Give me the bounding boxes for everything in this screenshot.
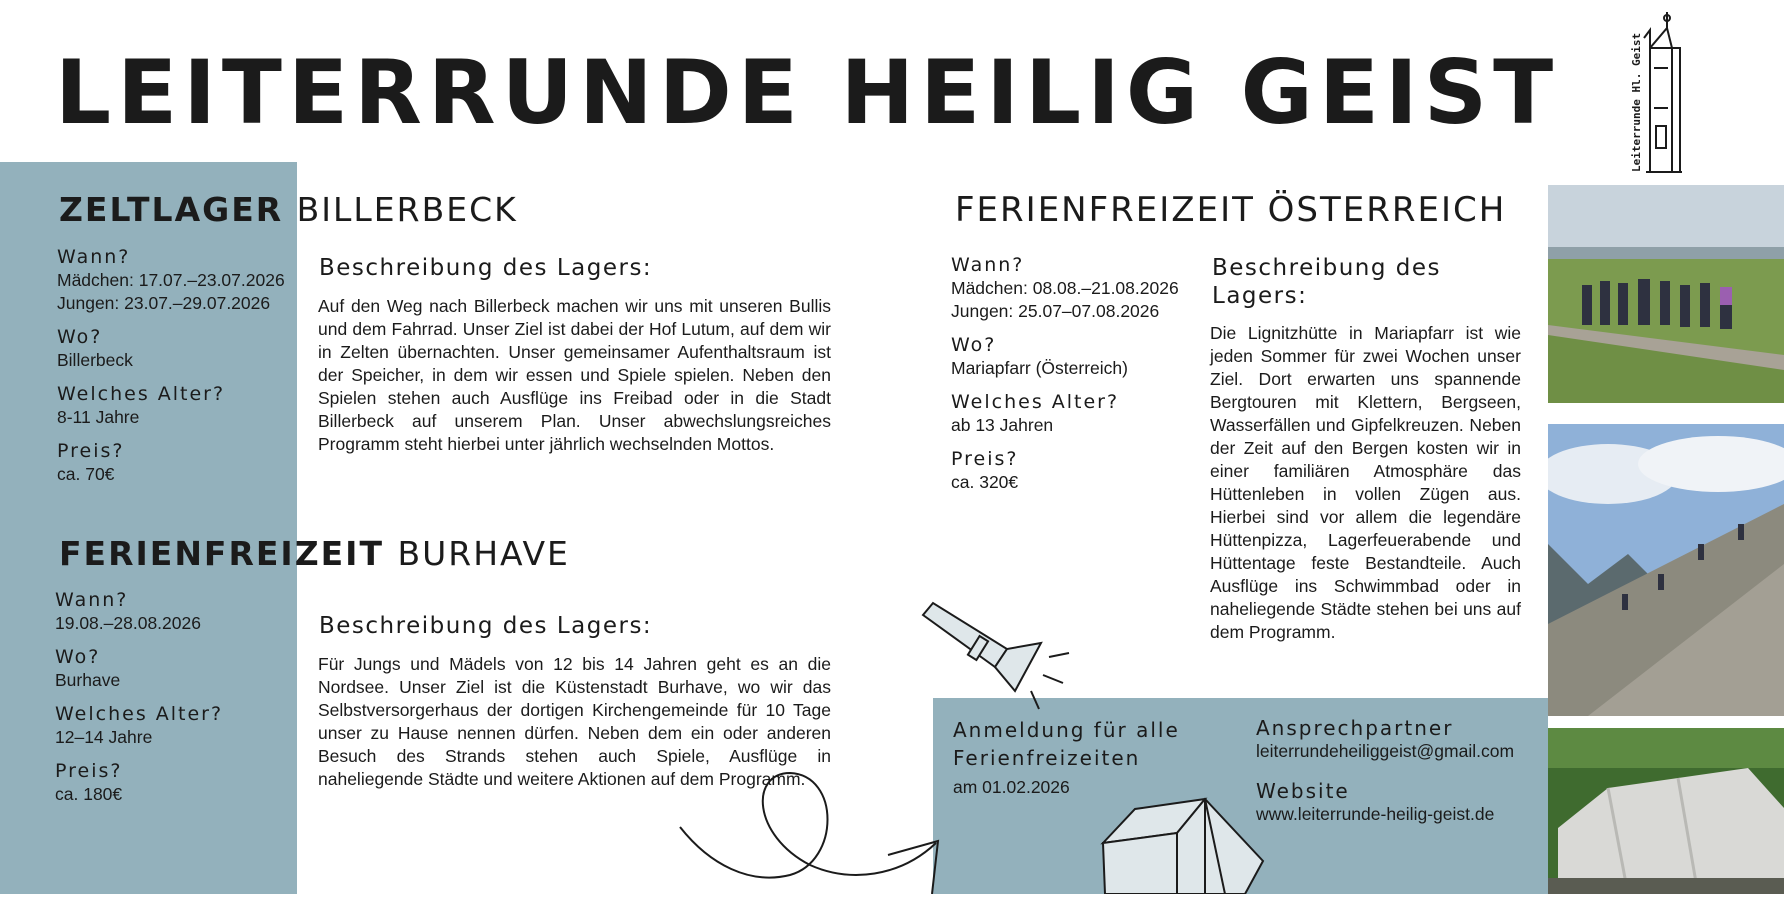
oesterreich-price: ca. 320€ (951, 472, 1019, 492)
contact-block (1256, 716, 1546, 826)
zeltlager-info (57, 245, 297, 486)
burhave-title-light: BURHAVE (397, 534, 570, 573)
oesterreich-desc-label: Beschreibung des Lagers: (1212, 255, 1442, 309)
registration-date: am 01.02.2026 (953, 777, 1070, 797)
zeltlager-where-label: Wo? (57, 326, 103, 348)
zeltlager-where: Billerbeck (57, 350, 133, 370)
zeltlager-title-bold: ZELTLAGER (59, 190, 284, 229)
registration-label: Anmeldung für alle Ferienfreizeiten (953, 718, 1180, 770)
tent-icon (1095, 795, 1265, 894)
website-url[interactable]: www.leiterrunde-heilig-geist.de (1256, 804, 1495, 824)
burhave-desc: Für Jungs und Mädels von 12 bis 14 Jahren geht es an die Nordsee. Unser Ziel ist die Küstenstadt Burhave, wo wir das Selbstversorgerhaus der dortigen Kirchengemeinde für 10 Tage unser zu Hause nennen dürfen. Neben dem ein oder anderen Besuch des Strands stehen auch Spiele, Ausflüge in naheliegende Städte und weitere Aktionen auf dem Programm. (318, 654, 831, 789)
oesterreich-when-boys: Jungen: 25.07–07.08.2026 (951, 301, 1160, 321)
zeltlager-price-label: Preis? (57, 440, 125, 462)
oesterreich-price-label: Preis? (951, 448, 1019, 470)
church-tower-icon (1610, 8, 1684, 174)
photo-hikers-coast (1548, 185, 1784, 403)
oesterreich-age: ab 13 Jahren (951, 415, 1054, 435)
burhave-age-label: Welches Alter? (55, 703, 224, 725)
page-title: LEITERRUNDE HEILIG GEIST (55, 41, 1560, 144)
burhave-age: 12–14 Jahre (55, 727, 153, 747)
zeltlager-when-boys: Jungen: 23.07.–29.07.2026 (57, 293, 271, 313)
zeltlager-when-label: Wann? (57, 246, 131, 268)
burhave-where: Burhave (55, 670, 121, 690)
oesterreich-when-girls: Mädchen: 08.08.–21.08.2026 (951, 278, 1179, 298)
burhave-price: ca. 180€ (55, 784, 123, 804)
burhave-price-label: Preis? (55, 760, 123, 782)
burhave-when: 19.08.–28.08.2026 (55, 613, 201, 633)
zeltlager-desc: Auf den Weg nach Billerbeck machen wir uns mit unseren Bullis und dem Fahrrad. Unser Ziel ist dabei der Hof Lutum, auf dem wir in Zelten übernachten. Unser gemeinsamer Aufenthaltsraum ist der Speicher, in dem wir essen und Spiele spielen. Neben den Spielen stehen auch Ausflüge ins Freibad oder in die Stadt Billerbeck auf unserem Plan. Unser abwechslungsreiches Programm steht hierbei unter jährlich wechselnden Mottos. (318, 296, 831, 454)
oesterreich-info (951, 253, 1191, 494)
tent-doodle (1095, 795, 1265, 894)
zeltlager-age-label: Welches Alter? (57, 383, 226, 405)
burhave-title (59, 534, 570, 574)
hikers-coast-image (1548, 185, 1784, 403)
burhave-when-label: Wann? (55, 589, 129, 611)
oesterreich-where-label: Wo? (951, 334, 997, 356)
zeltlager-desc-label: Beschreibung des Lagers: (319, 255, 653, 281)
oesterreich-title (955, 190, 1506, 230)
photo-mountain-hike (1548, 424, 1784, 716)
zeltlager-when-girls: Mädchen: 17.07.–23.07.2026 (57, 270, 285, 290)
flashlight-doodle (915, 595, 1075, 715)
zeltlager-title-light: BILLERBECK (296, 190, 518, 229)
mountain-hike-image (1548, 424, 1784, 716)
swirl-arrow-icon (670, 765, 945, 894)
oesterreich-where: Mariapfarr (Österreich) (951, 358, 1128, 378)
website-label: Website (1256, 779, 1350, 803)
burhave-desc-label: Beschreibung des Lagers: (319, 613, 653, 639)
contact-label: Ansprechpartner (1256, 716, 1454, 740)
burhave-info (55, 588, 295, 806)
zeltlager-title (59, 190, 518, 230)
photo-tent (1548, 728, 1784, 894)
zeltlager-price: ca. 70€ (57, 464, 115, 484)
burhave-where-label: Wo? (55, 646, 101, 668)
oesterreich-desc: Die Lignitzhütte in Mariapfarr ist wie jeden Sommer für zwei Wochen unser Ziel. Dort erwarten uns spannende Bergtouren mit Klettern, Bergseen, Wasserfällen und Gipfelkreuzen. Neben der Zeit auf den Bergen kosten wir in einer familiären Atmosphäre das Hüttenleben in vollen Zügen aus. Hierbei sind vor allem die legendäre Hüttenpizza, Lagerfeuerabende und Hüttentage feste Bestandteile. Auch Ausflüge ins Schwimmbad oder in naheliegende Städte stehen bei uns auf dem Programm. (1210, 323, 1521, 642)
oesterreich-when-label: Wann? (951, 254, 1025, 276)
flashlight-icon (915, 595, 1075, 715)
contact-email[interactable]: leiterrundeheiliggeist@gmail.com (1256, 741, 1515, 761)
burhave-title-bold: FERIENFREIZEIT (59, 534, 384, 573)
zeltlager-age: 8-11 Jahre (57, 407, 140, 427)
oesterreich-title-text: FERIENFREIZEIT ÖSTERREICH (955, 190, 1507, 230)
registration-block (953, 716, 1183, 799)
logo (1610, 8, 1684, 174)
arrow-doodle (670, 765, 945, 894)
oesterreich-age-label: Welches Alter? (951, 391, 1120, 413)
logo-text: Leiterrunde Hl. Geist (1630, 32, 1643, 172)
tent-camp-image (1548, 728, 1784, 894)
